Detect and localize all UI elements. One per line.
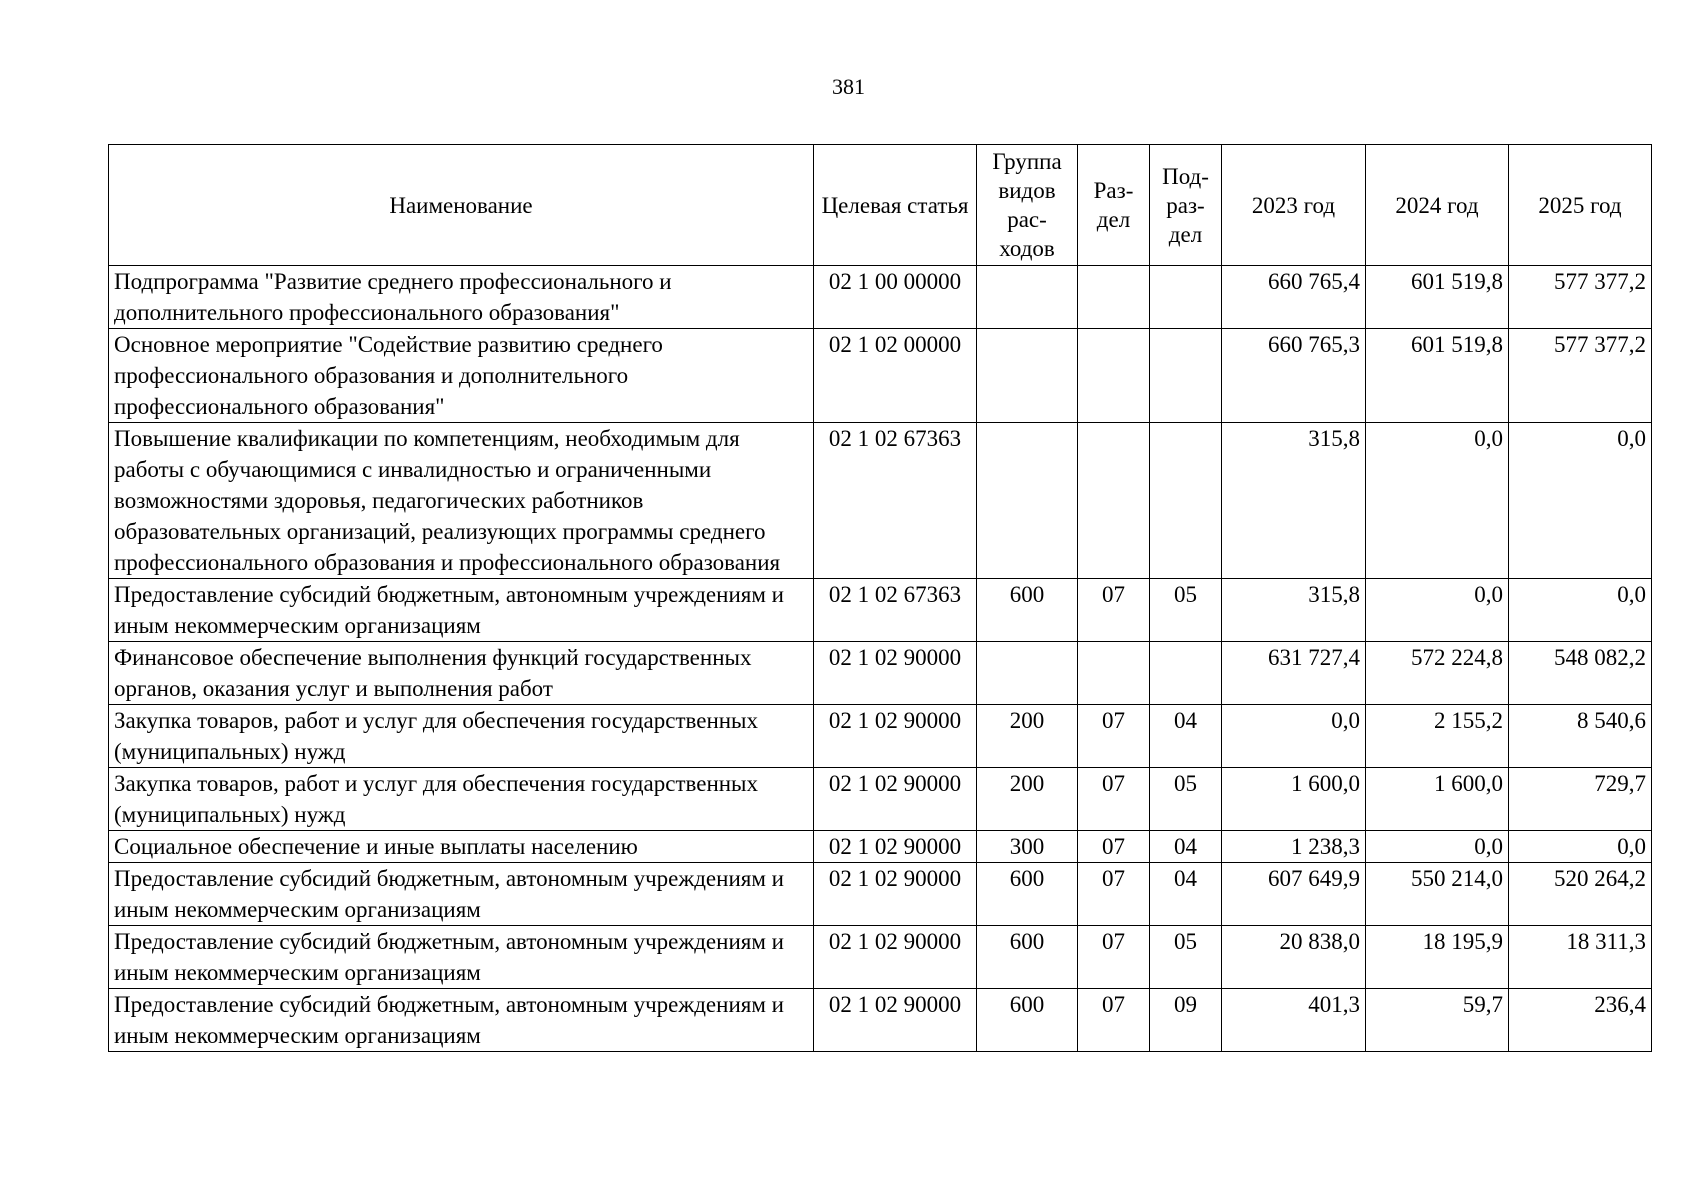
cell-expense-group: 200 [977, 768, 1078, 831]
cell-expense-group: 600 [977, 926, 1078, 989]
cell-name: Предоставление субсидий бюджетным, автономным учреждениям и иным некоммерческим организациям [109, 989, 814, 1052]
cell-section [1078, 266, 1150, 329]
header-row [109, 145, 1652, 266]
cell-2024: 601 519,8 [1366, 329, 1509, 423]
cell-expense-group [977, 329, 1078, 423]
table-row [109, 579, 1652, 642]
budget-table [108, 144, 1652, 1052]
cell-expense-group [977, 642, 1078, 705]
header-2023: 2023 год [1222, 145, 1366, 266]
cell-2023: 631 727,4 [1222, 642, 1366, 705]
table-row [109, 329, 1652, 423]
cell-name: Финансовое обеспечение выполнения функций государственных органов, оказания услуг и выполнения работ [109, 642, 814, 705]
cell-section: 07 [1078, 831, 1150, 863]
cell-section: 07 [1078, 989, 1150, 1052]
cell-target-article: 02 1 02 90000 [814, 705, 977, 768]
cell-subsection: 05 [1150, 768, 1222, 831]
header-target-article: Целевая статья [814, 145, 977, 266]
cell-2023: 1 238,3 [1222, 831, 1366, 863]
cell-section: 07 [1078, 926, 1150, 989]
cell-name: Предоставление субсидий бюджетным, автономным учреждениям и иным некоммерческим организациям [109, 863, 814, 926]
cell-target-article: 02 1 02 90000 [814, 863, 977, 926]
cell-2023: 660 765,4 [1222, 266, 1366, 329]
cell-2023: 401,3 [1222, 989, 1366, 1052]
cell-2024: 2 155,2 [1366, 705, 1509, 768]
cell-2024: 601 519,8 [1366, 266, 1509, 329]
cell-2025: 520 264,2 [1509, 863, 1652, 926]
cell-name: Закупка товаров, работ и услуг для обеспечения государственных (муниципальных) нужд [109, 705, 814, 768]
cell-section: 07 [1078, 863, 1150, 926]
cell-2025: 577 377,2 [1509, 329, 1652, 423]
table-row [109, 989, 1652, 1052]
cell-2025: 236,4 [1509, 989, 1652, 1052]
cell-expense-group: 600 [977, 579, 1078, 642]
cell-section [1078, 642, 1150, 705]
cell-section: 07 [1078, 705, 1150, 768]
cell-name: Основное мероприятие "Содействие развитию среднего профессионального образования и дополнительного профессионального образования" [109, 329, 814, 423]
cell-2023: 315,8 [1222, 423, 1366, 579]
cell-2024: 550 214,0 [1366, 863, 1509, 926]
table-row [109, 768, 1652, 831]
cell-target-article: 02 1 02 90000 [814, 831, 977, 863]
cell-target-article: 02 1 02 67363 [814, 579, 977, 642]
table-row [109, 831, 1652, 863]
page-number: 381 [832, 74, 865, 99]
cell-2024: 0,0 [1366, 579, 1509, 642]
cell-section: 07 [1078, 768, 1150, 831]
cell-subsection [1150, 642, 1222, 705]
cell-2024: 572 224,8 [1366, 642, 1509, 705]
cell-2024: 59,7 [1366, 989, 1509, 1052]
cell-expense-group [977, 423, 1078, 579]
cell-target-article: 02 1 02 90000 [814, 989, 977, 1052]
cell-name: Закупка товаров, работ и услуг для обеспечения государственных (муниципальных) нужд [109, 768, 814, 831]
cell-section [1078, 329, 1150, 423]
cell-expense-group: 300 [977, 831, 1078, 863]
cell-subsection [1150, 329, 1222, 423]
header-subsection: Под-раз-дел [1150, 145, 1222, 266]
cell-subsection: 09 [1150, 989, 1222, 1052]
cell-2024: 0,0 [1366, 831, 1509, 863]
cell-name: Предоставление субсидий бюджетным, автономным учреждениям и иным некоммерческим организациям [109, 926, 814, 989]
cell-2023: 660 765,3 [1222, 329, 1366, 423]
cell-subsection: 04 [1150, 705, 1222, 768]
cell-subsection: 05 [1150, 579, 1222, 642]
cell-2025: 8 540,6 [1509, 705, 1652, 768]
cell-2023: 20 838,0 [1222, 926, 1366, 989]
table-row [109, 423, 1652, 579]
cell-2025: 0,0 [1509, 579, 1652, 642]
cell-section [1078, 423, 1150, 579]
cell-expense-group: 600 [977, 863, 1078, 926]
cell-subsection [1150, 266, 1222, 329]
cell-subsection: 04 [1150, 863, 1222, 926]
cell-target-article: 02 1 02 67363 [814, 423, 977, 579]
cell-name: Предоставление субсидий бюджетным, автономным учреждениям и иным некоммерческим организациям [109, 579, 814, 642]
cell-target-article: 02 1 02 90000 [814, 642, 977, 705]
cell-target-article: 02 1 02 90000 [814, 768, 977, 831]
table-row [109, 926, 1652, 989]
cell-subsection: 04 [1150, 831, 1222, 863]
header-section: Раз-дел [1078, 145, 1150, 266]
header-expense-group: Группа видов рас-ходов [977, 145, 1078, 266]
cell-expense-group: 200 [977, 705, 1078, 768]
cell-2025: 548 082,2 [1509, 642, 1652, 705]
table-row [109, 642, 1652, 705]
cell-2025: 577 377,2 [1509, 266, 1652, 329]
table-row [109, 863, 1652, 926]
cell-2025: 0,0 [1509, 423, 1652, 579]
cell-subsection: 05 [1150, 926, 1222, 989]
cell-2024: 0,0 [1366, 423, 1509, 579]
cell-2024: 1 600,0 [1366, 768, 1509, 831]
cell-2023: 607 649,9 [1222, 863, 1366, 926]
cell-2024: 18 195,9 [1366, 926, 1509, 989]
cell-2025: 0,0 [1509, 831, 1652, 863]
header-2024: 2024 год [1366, 145, 1509, 266]
cell-target-article: 02 1 00 00000 [814, 266, 977, 329]
header-2025: 2025 год [1509, 145, 1652, 266]
cell-2025: 729,7 [1509, 768, 1652, 831]
cell-name: Подпрограмма "Развитие среднего профессионального и дополнительного профессионального образования" [109, 266, 814, 329]
cell-name: Повышение квалификации по компетенциям, необходимым для работы с обучающимися с инвалидностью и ограниченными возможностями здоровья, педагогических работников образовательных организаций, реализующих программы среднего профессионального образования и профессионального образования [109, 423, 814, 579]
table-row [109, 705, 1652, 768]
table-row [109, 266, 1652, 329]
cell-expense-group: 600 [977, 989, 1078, 1052]
cell-subsection [1150, 423, 1222, 579]
cell-target-article: 02 1 02 90000 [814, 926, 977, 989]
cell-expense-group [977, 266, 1078, 329]
cell-2023: 1 600,0 [1222, 768, 1366, 831]
cell-section: 07 [1078, 579, 1150, 642]
cell-name: Социальное обеспечение и иные выплаты населению [109, 831, 814, 863]
cell-2023: 0,0 [1222, 705, 1366, 768]
cell-2025: 18 311,3 [1509, 926, 1652, 989]
cell-target-article: 02 1 02 00000 [814, 329, 977, 423]
cell-2023: 315,8 [1222, 579, 1366, 642]
header-name: Наименование [109, 145, 814, 266]
